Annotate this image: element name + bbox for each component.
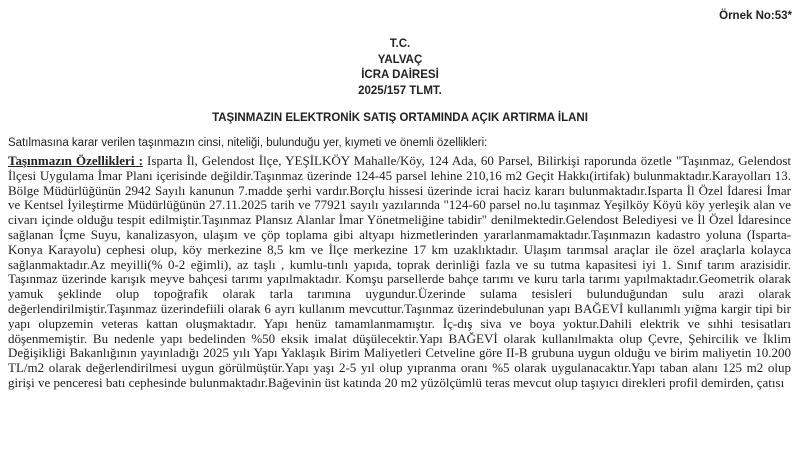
- header-office: İCRA DAİRESİ: [361, 69, 439, 81]
- announcement-title: TAŞINMAZIN ELEKTRONİK SATIŞ ORTAMINDA AÇIK ARTIRMA İLANI: [212, 112, 588, 124]
- property-text: Isparta İl, Gelendost İlçe, YEŞİLKÖY Mahalle/Köy, 124 Ada, 60 Parsel, Bilirkişi raporunda özetle "Taşınmaz, Gelendost İlçesi Uygulama İmar Planı içerisinde değildir.Taşınmaz üzerinde 124-45 parsel lehine 210,16 m2 Geçit Hakkı(irtifak) bulunmaktadır.Karayolları 13. Bölge Müdürlüğünün 2942 Sayılı kanunun 7.madde şerhi vardır.Borçlu hissesi üzerinde icrai haciz kararı bulunmaktadır.Isparta İl Özel İdaresi İmar ve Kentsel İyileştirme Müdürlüğünün 27.11.2025 tarih ve 77921 sayılı yazılarında "124-60 parsel no.lu taşınmaz Yeşilköy Köyü köy yerleşik alan ve civarı içinde olduğu tespit edilmiştir.Taşınmaz Plansız Alanlar İmar Yönetmeliğine tabidir" denilmektedir.Gelendost Belediyesi ve İl Özel İdaresince sağlanan İçme Suyu, kanalizasyon, ulaşım ve çöp toplama gibi altyapı hizmetlerinden yararlanmamaktadır.Taşınmazın kadastro yoluna (Isparta-Konya Karayolu) cephesi olup, köy merkezine 8,5 km ve İlçe merkezine 17 km uzaklıktadır. Ulaşım tarımsal araçlar ile özel araçlarla kolayca sağlanmaktadır.Az meyilli(% 0-2 eğimli), az taşlı , kumlu-tınlı yapıda, toprak derinliği fazla ve su tutma kapasitesi iyi 1. Sınıf tarım arazisidir. Taşınmaz üzerinde karışık meyve bahçesi tarımı yapılmaktadır. Komşu parsellerde bahçe tarımı ve kuru tarla tarımı yapılmaktadır.Geometrik olarak yamuk şeklinde olup topoğrafik olarak tarla tarımına uygundur.Üzerinde sulama tesisleri bulunduğundan sulu arazi olarak değerlendirilmiştir.Taşınmaz üzerindefiili olarak 6 ayrı kullanım mevcuttur.Taşınmaz üzerindebulunan yapı BAĞEVİ kullanımlı yığma kargir tipi bir yapı olupzemin veteras kattan oluşmaktadır. Yapı henüz tamamlanmamıştır. İç-dış siva ve boya yoktur.Dahili elektrik ve sıhhi tesisatları döşenmemiştir. Bu nedenle yapı bedelinden %50 eksik imalat düşülecektir.Yapı BAĞEVİ olarak kullanılmakta olup Çevre, Şehircilik ve İklim Değişikliği Bakanlığının yayınladığı 2025 yılı Yapı Yaklaşık Birim Maliyetleri Cetveline göre II-B grubuna uygun olduğu ve birim maliyetin 10.200 TL/m2 olarak değerlendirilmesi uygun görülmüştür.Yapı yaşı 2-5 yıl olup yıpranma oranı %5 olarak uygulanacaktır.Yapı taban alanı 125 m2 olup girişi ve penceresi batı cephesinde bulunmaktadır.Bağevinin üst katında 20 m2 yüzölçümlü teras mevcut olup taşıyıcı direkleri profil demirden, çatısı: [8, 153, 792, 390]
- property-label: Taşınmazın Özellikleri :: [8, 153, 143, 168]
- intro-text: Satılmasına karar verilen taşınmazın cinsi, niteliği, bulunduğu yer, kıymeti ve önemli özellikleri:: [8, 137, 488, 149]
- document-header: [0, 37, 800, 99]
- property-description: [8, 154, 791, 391]
- header-file-number: 2025/157 TLMT.: [358, 84, 442, 97]
- header-district: YALVAÇ: [377, 53, 423, 66]
- header-country: T.C.: [389, 38, 411, 50]
- sample-number: Örnek No:53*: [719, 10, 792, 22]
